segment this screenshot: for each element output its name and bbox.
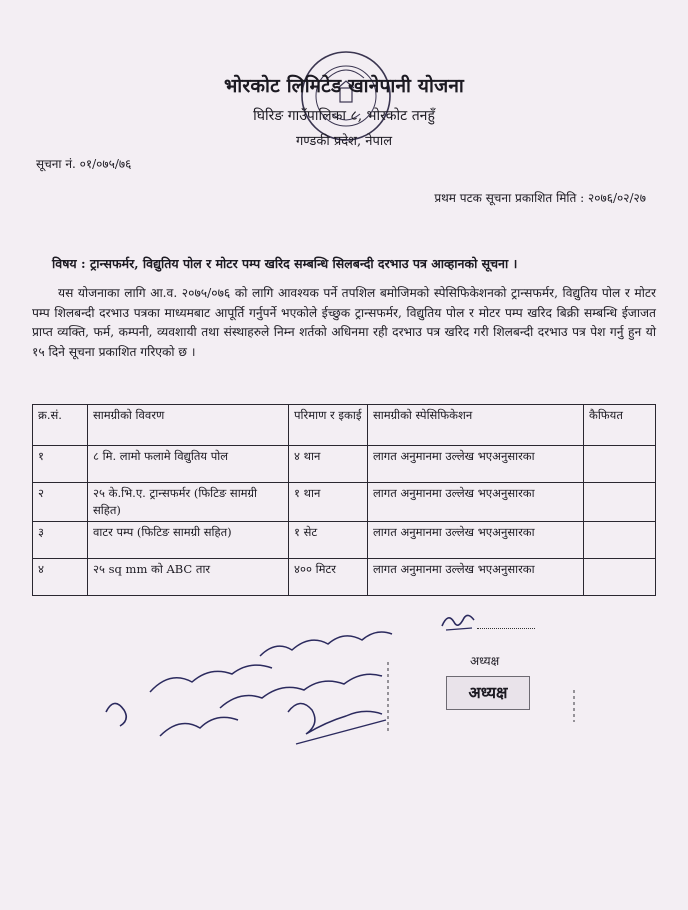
cell-description: वाटर पम्प (फिटिङ सामग्री सहित): [88, 522, 289, 559]
notice-body: यस योजनाका लागि आ.व. २०७५/०७६ को लागि आवश्यक पर्ने तपशिल बमोजिमको स्पेसिफिकेशनको ट्रान्सफर्मर, विद्युतिय पोल र मोटर पम्प शिलबन्दी दरभाउ पत्रका माध्यमबाट आपूर्ति गर्नुपर्ने भएकोले ईच्छुक ट्रान्सफर्मर, विद्युतिय पोल र मोटर पम्प खरिद बिक्री सम्बन्धि ईजाजत प्राप्त व्यक्ति, फर्म, कम्पनी, व्यवशायी तथा संस्थाहरुले निम्न शर्तको अधिनमा रही दरभाउ पत्र खरिद गरी शिलबन्दी दरभाउ पत्र पेश गर्नु हुन यो १५ दिने सूचना प्रकाशित गरिएको छ ।: [32, 286, 656, 359]
organization-name: भोरकोट लिमिटेड खानेपानी योजना: [223, 75, 465, 97]
handwritten-endorsement: [100, 600, 440, 760]
cell-serial: ३: [33, 522, 88, 559]
table-header-row: [33, 405, 656, 446]
cell-specification: लागत अनुमानमा उल्लेख भएअनुसारका: [368, 522, 584, 559]
cell-description: २५ sq mm को ABC तार: [88, 559, 289, 596]
cell-serial: ४: [33, 559, 88, 596]
cell-remarks: [584, 559, 656, 596]
cell-quantity: १ सेट: [289, 522, 368, 559]
table-row: [33, 522, 656, 559]
publication-date: प्रथम पटक सूचना प्रकाशित मिति : २०७६/०२/२७: [434, 191, 646, 205]
notice-number: सूचना नं. ०१/०७५/७६: [36, 157, 132, 171]
cell-serial: २: [33, 483, 88, 522]
cell-remarks: [584, 446, 656, 483]
cell-specification: लागत अनुमानमा उल्लेख भएअनुसारका: [368, 559, 584, 596]
header-serial: क्र.सं.: [33, 405, 88, 446]
table-row: [33, 559, 656, 596]
cell-specification: लागत अनुमानमा उल्लेख भएअनुसारका: [368, 483, 584, 522]
items-table: [32, 404, 656, 596]
table-row: [33, 483, 656, 522]
chair-stamp: अध्यक्ष: [446, 676, 530, 710]
notice-subject: विषय : ट्रान्सफर्मर, विद्युतिय पोल र मोटर पम्प खरिद सम्बन्धि सिलबन्दी दरभाउ पत्र आव्हानको सूचना ।: [52, 256, 518, 271]
signature-line: [477, 628, 535, 629]
cell-quantity: ४ थान: [289, 446, 368, 483]
cell-quantity: १ थान: [289, 483, 368, 522]
header-description: सामग्रीको विवरण: [88, 405, 289, 446]
chair-initial-signature: [438, 608, 478, 636]
cell-description: २५ के.भि.ए. ट्रान्सफर्मर (फिटिङ सामग्री सहित): [88, 483, 289, 522]
letterhead: [0, 72, 688, 149]
address-line-1: घिरिङ गाउँपालिका ८, भोरकोट तनहुँ: [253, 108, 435, 124]
chair-label: अध्यक्ष: [470, 654, 500, 668]
cell-remarks: [584, 522, 656, 559]
table-row: [33, 446, 656, 483]
cell-description: ८ मि. लामो फलामे विद्युतिय पोल: [88, 446, 289, 483]
header-quantity: परिमाण र इकाई: [289, 405, 368, 446]
address-line-2: गण्डकी प्रदेश, नेपाल: [295, 134, 393, 149]
cell-quantity: ४०० मिटर: [289, 559, 368, 596]
cell-serial: १: [33, 446, 88, 483]
header-remarks: कैफियत: [584, 405, 656, 446]
header-specification: सामग्रीको स्पेसिफिकेशन: [368, 405, 584, 446]
cell-remarks: [584, 483, 656, 522]
cell-specification: लागत अनुमानमा उल्लेख भएअनुसारका: [368, 446, 584, 483]
